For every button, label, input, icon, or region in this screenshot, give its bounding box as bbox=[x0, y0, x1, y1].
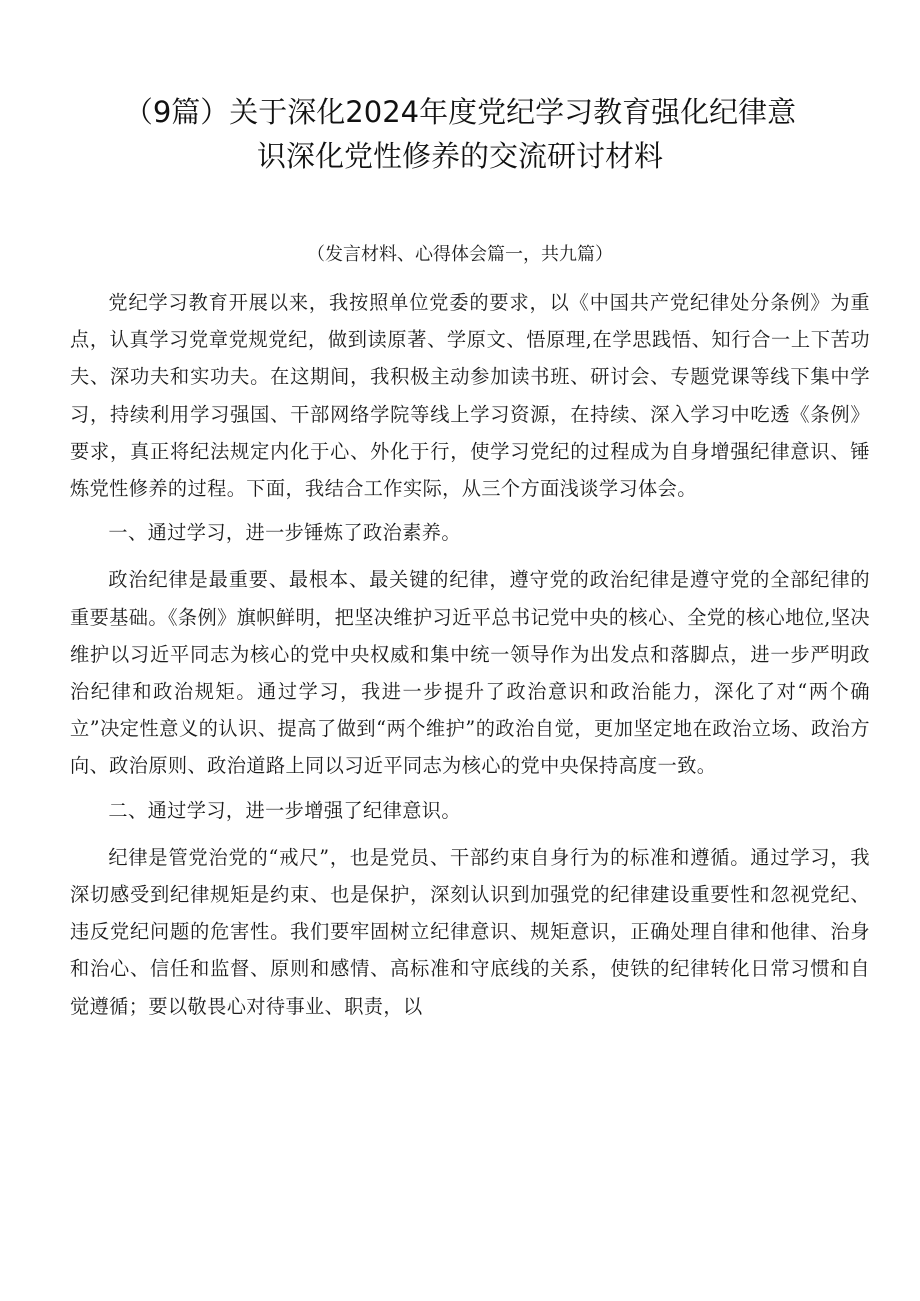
document-title bbox=[80, 90, 840, 178]
body-paragraph: 纪律是管党治党的“戒尺”，也是党员、干部约束自身行为的标准和遵循。通过学习，我深切感受到纪律规矩是约束、也是保护，深刻认识到加强党的纪律建设重要性和忽视党纪、违反党纪问题的危害性。我们要牢固树立纪律意识、规矩意识，正确处理自律和他律、治身和治心、信任和监督、原则和感情、高标准和守底线的关系，使铁的纪律转化日常习惯和自觉遵循；要以敬畏心对待事业、职责，以 bbox=[70, 845, 870, 1018]
body-paragraph: 政治纪律是最重要、最根本、最关键的纪律，遵守党的政治纪律是遵守党的全部纪律的重要基础。《条例》旗帜鲜明，把坚决维护习近平总书记党中央的核心、全党的核心地位,坚决维护以习近平同志为核心的党中央权威和集中统一领导作为出发点和落脚点，进一步严明政治纪律和政治规矩。通过学习，我进一步提升了政治意识和政治能力，深化了对“两个确立”决定性意义的认识、提高了做到“两个维护”的政治自觉，更加坚定地在政治立场、政治方向、政治原则、政治道路上同以习近平同志为核心的党中央保持高度一致。 bbox=[70, 568, 870, 778]
title-line-1: （9篇）关于深化2024年度党纪学习教育强化纪律意 bbox=[123, 95, 797, 129]
title-line-2: 识深化党性修养的交流研讨材料 bbox=[256, 139, 663, 173]
section-heading-1: 一、通过学习，进一步锤炼了政治素养。 bbox=[108, 521, 461, 545]
section-heading-2: 二、通过学习，进一步增强了纪律意识。 bbox=[108, 798, 461, 822]
document-subtitle: （发言材料、心得体会篇一，共九篇） bbox=[307, 244, 613, 265]
document-body bbox=[70, 284, 870, 1032]
body-paragraph: 党纪学习教育开展以来，我按照单位党委的要求，以《中国共产党纪律处分条例》为重点，认真学习党章党规党纪，做到读原著、学原文、悟原理,在学思践悟、知行合一上下苦功夫、深功夫和实功夫。在这期间，我积极主动参加读书班、研讨会、专题党课等线下集中学习，持续利用学习强国、干部网络学院等线上学习资源，在持续、深入学习中吃透《条例》要求，真正将纪法规定内化于心、外化于行，使学习党纪的过程成为自身增强纪律意识、锤炼党性修养的过程。下面，我结合工作实际，从三个方面浅谈学习体会。 bbox=[70, 291, 870, 501]
